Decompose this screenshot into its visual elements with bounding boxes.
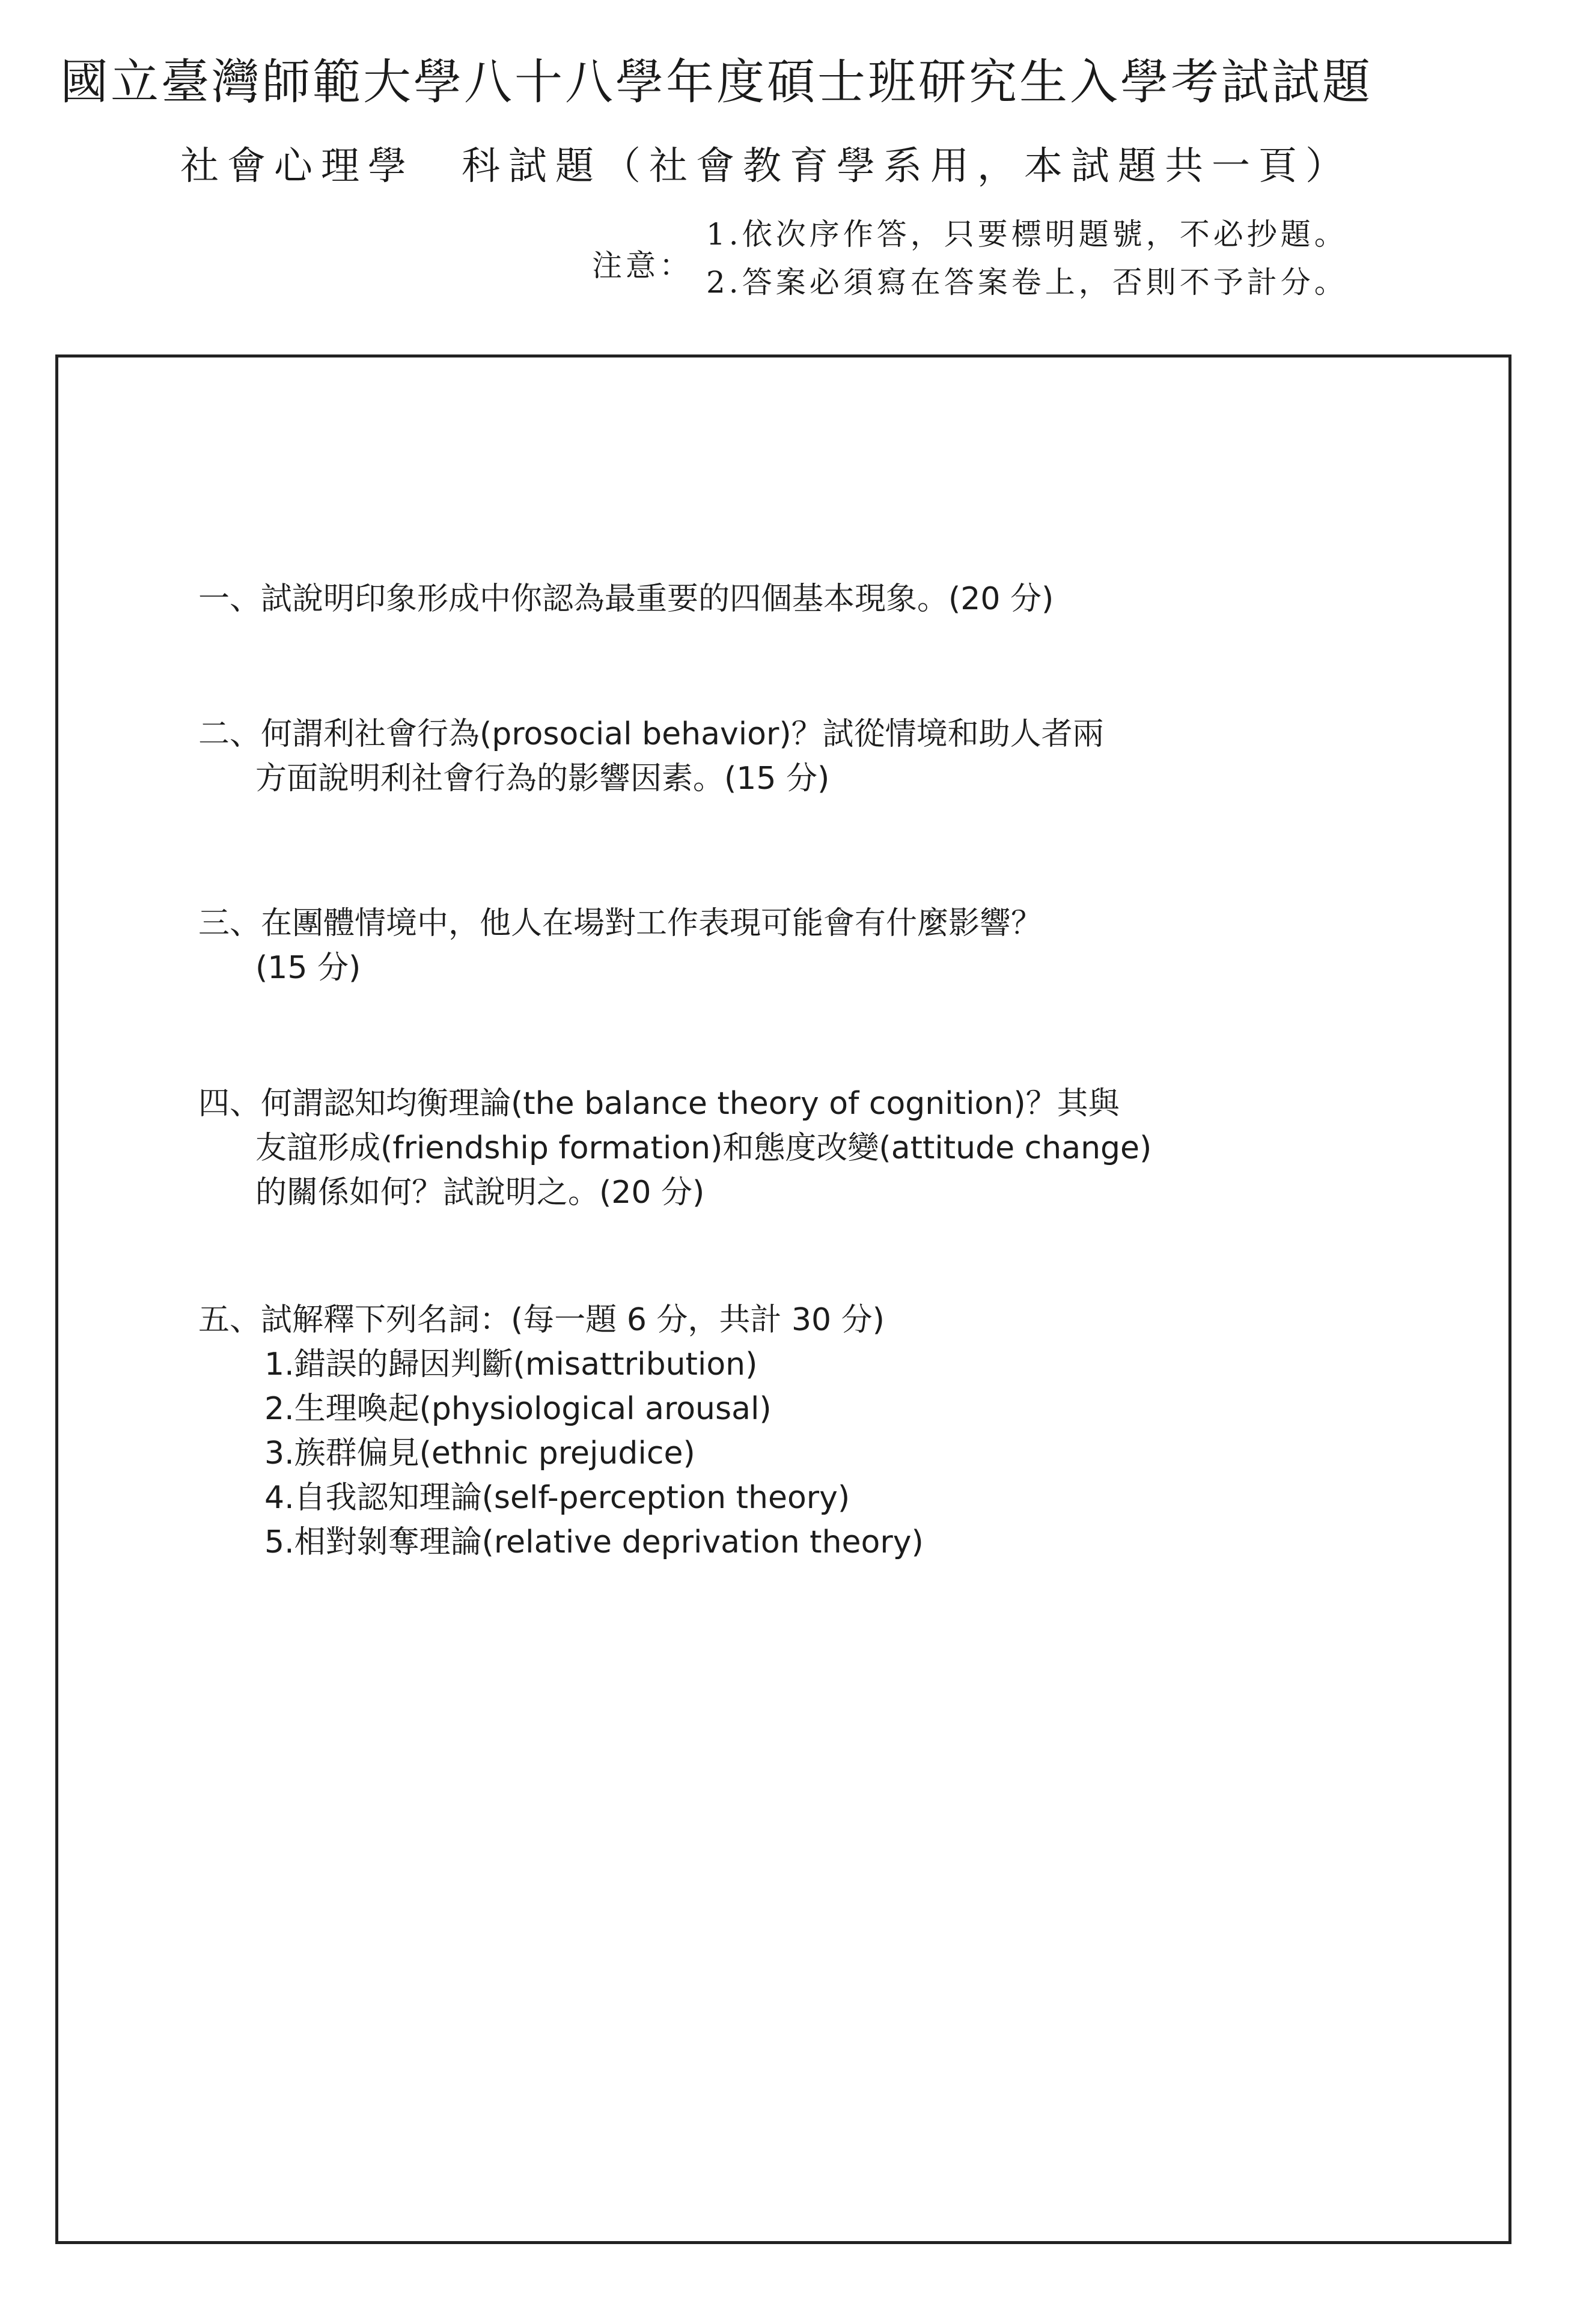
question-5-term-4: 4.自我認知理論(self-perception theory) bbox=[264, 1480, 850, 1516]
question-4-line-3: 的關係如何？試說明之。(20 分) bbox=[255, 1175, 705, 1211]
notice-label: 注意： bbox=[592, 248, 693, 283]
notice-item-1: 1.依次序作答，只要標明題號，不必抄題。 bbox=[706, 217, 1348, 252]
question-2-line-1: 二、何謂利社會行為(prosocial behavior)？試從情境和助人者兩 bbox=[198, 716, 1104, 752]
exam-title: 國立臺灣師範大學八十八學年度碩士班研究生入學考試試題 bbox=[60, 54, 1373, 110]
question-4-line-2: 友誼形成(friendship formation)和態度改變(attitude change) bbox=[255, 1130, 1152, 1166]
question-5-term-2: 2.生理喚起(physiological arousal) bbox=[264, 1391, 772, 1427]
question-2-line-2: 方面說明利社會行為的影響因素。(15 分) bbox=[255, 761, 830, 797]
question-4-line-1: 四、何謂認知均衡理論(the balance theory of cognition)？其與 bbox=[198, 1086, 1120, 1122]
exam-subtitle: 社會心理學 科試題（社會教育學系用，本試題共一頁） bbox=[180, 144, 1352, 189]
question-1 bbox=[198, 577, 1054, 621]
question-1-line-1: 一、試說明印象形成中你認為最重要的四個基本現象。(20 分) bbox=[198, 581, 1054, 617]
question-5-term-5: 5.相對剝奪理論(relative deprivation theory) bbox=[264, 1524, 924, 1560]
question-5-term-3: 3.族群偏見(ethnic prejudice) bbox=[264, 1435, 695, 1471]
question-5-term-1: 1.錯誤的歸因判斷(misattribution) bbox=[264, 1346, 758, 1383]
question-3 bbox=[198, 901, 1042, 990]
question-5-line-1: 五、試解釋下列名詞：(每一題 6 分，共計 30 分) bbox=[198, 1302, 885, 1338]
question-5 bbox=[198, 1298, 924, 1565]
notice-item-2: 2.答案必須寫在答案卷上，否則不予計分。 bbox=[706, 265, 1348, 300]
question-4 bbox=[198, 1081, 1151, 1215]
notice-block bbox=[592, 210, 1542, 306]
question-2 bbox=[198, 712, 1104, 801]
question-3-line-2: (15 分) bbox=[255, 950, 361, 986]
question-3-line-1: 三、在團體情境中，他人在場對工作表現可能會有什麼影響？ bbox=[198, 905, 1043, 941]
